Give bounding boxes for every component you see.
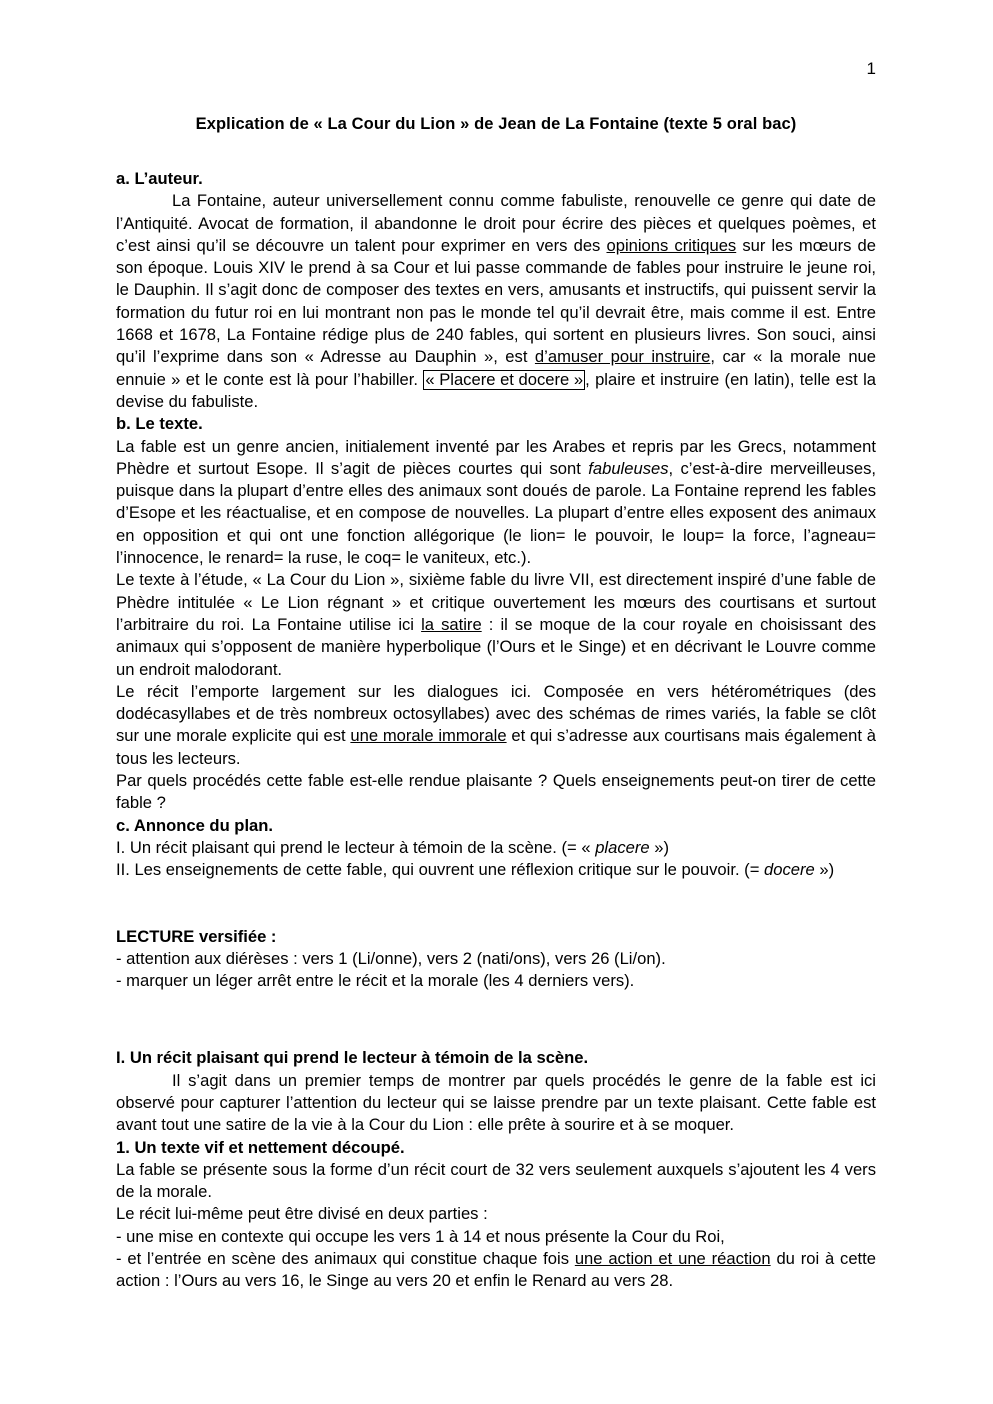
paragraph-texte-1 [116, 436, 876, 570]
plan-item-1 [116, 837, 876, 859]
texte-text-6: et qui s’adresse aux courtisans mais également à tous les lecteurs. [116, 726, 876, 768]
texte-text-5: Le récit l’emporte largement sur les dialogues ici. Composée en vers hétérométriques (des dodécasyllabes et de très nombreux octosyllabes) avec des schémas de rimes variés, la fable se clôt sur une morale explicite qui est [116, 681, 876, 746]
section-heading-b: b. Le texte. [116, 414, 203, 434]
paragraph-sub1-4 [116, 1248, 876, 1293]
part1-gap [116, 992, 876, 1036]
paragraph-author [116, 190, 876, 413]
texte-text-4: : il se moque de la cour royale en choisissant des animaux qui s’opposent de manière hyperbolique (l’Ours et le Singe) et en décrivant le Louvre comme un endroit malodorant. [116, 614, 876, 679]
section-heading-a: a. L’auteur. [116, 169, 203, 188]
paragraph-sub1-2: Le récit lui-même peut être divisé en deux parties : [116, 1204, 488, 1224]
author-text-3: , car « la morale nue ennuie » et le conte est là pour l’habiller. [116, 347, 877, 389]
plan-2-text-pre: II. Les enseignements de cette fable, qui ouvrent une réflexion critique sur le pouvoir. (= [116, 860, 764, 880]
top-spacer [116, 0, 876, 113]
texte-text-3: Le texte à l’étude, « La Cour du Lion », sixième fable du livre VII, est directement inspiré d’une fable de Phèdre intitulée « Le Lion régnant » et critique ouvertement les mœurs des courtisans et surtout l’arbitraire du roi. La Fontaine utilise ici [116, 570, 876, 634]
part1-intro-text: Il s’agit dans un premier temps de montrer par quels procédés le genre de la fable est ici observé pour capturer l’attention du lecteur qui se laisse prendre par un texte plaisant. Cette fable est avant tout une satire de la vie à la Cour du Lion : elle prête à sourire et à se moquer. [116, 1070, 876, 1135]
first-line-indent-part1 [116, 1071, 172, 1090]
paragraph-texte-2 [116, 569, 876, 680]
paragraph-part1-intro [116, 1070, 876, 1137]
page-number: 1 [866, 59, 876, 78]
sub1-4-text-post: du roi à cette action : l’Ours au vers 16, le Singe au vers 20 et enfin le Renard au vers 28. [116, 1249, 876, 1291]
author-text-2: sur les mœurs de son époque. Louis XIV le prend à sa Cour et lui passe commande de fables pour instruire le jeune roi, le Dauphin. Il s’agit donc de composer des textes en vers, amusants et instructifs, qui puissent servir la formation du futur roi en lui montrant non pas le monde tel qu’il devrait être, mais comme il est. Entre 1668 et 1678, La Fontaine rédige plus de 240 fables, qui sortent en plusieurs livres. Son souci, ainsi qu’il l’exprime dans son « Adresse au Dauphin », est [116, 235, 876, 367]
paragraph-texte-3 [116, 681, 876, 770]
lecture-gap [116, 882, 876, 926]
author-text-1: La Fontaine, auteur universellement connu comme fabuliste, renouvelle ce genre qui date de l’Antiquité. Avocat de formation, il abandonne le droit pour écrire des pièces et quelques poèmes, et c’est ainsi qu’il se découvre un talent pour exprimer en vers des [116, 191, 876, 255]
plan-1-text-pre: I. Un récit plaisant qui prend le lecteur à témoin de la scène. (= « [116, 837, 596, 857]
page-title: Explication de « La Cour du Lion » de Jean de La Fontaine (texte 5 oral bac) [195, 115, 797, 133]
underlined-amuser-pour-instruire: d’amuser pour instruire [534, 347, 711, 367]
title-spacer [116, 135, 876, 168]
lecture-heading: LECTURE versifiée : [116, 926, 277, 946]
subsection-1-heading: 1. Un texte vif et nettement découpé. [116, 1137, 405, 1157]
plan-item-2 [116, 859, 876, 881]
boxed-placere-et-docere: « Placere et docere » [425, 369, 584, 389]
italic-docere: docere [764, 860, 815, 880]
texte-text-1: La fable est un genre ancien, initialement inventé par les Arabes et repris par les Grecs, notamment Phèdre et surtout Esope. Il s’agit de pièces courtes qui sont [116, 436, 876, 478]
underlined-opinions-critiques: opinions critiques [606, 235, 737, 255]
underlined-action-reaction: une action et une réaction [574, 1249, 771, 1269]
part1-gap-extra [116, 1036, 876, 1047]
underlined-la-satire: la satire [421, 614, 482, 634]
plan-2-text-post: ») [814, 860, 835, 880]
italic-fabuleuses: fabuleuses [588, 458, 669, 478]
section-heading-c: c. Annonce du plan. [116, 815, 274, 835]
document-content [116, 0, 876, 1293]
part-1-heading: I. Un récit plaisant qui prend le lecteur à témoin de la scène. [116, 1048, 589, 1068]
paragraph-sub1-1: La fable se présente sous la forme d’un récit court de 32 vers seulement auxquels s’ajoutent les 4 vers de la morale. [116, 1159, 876, 1202]
author-text-4: , plaire et instruire (en latin), telle est la devise du fabuliste. [116, 369, 876, 411]
italic-placere: placere [595, 837, 650, 857]
underlined-morale-immorale: une morale immorale [350, 726, 507, 746]
plan-1-text-post: ») [649, 837, 669, 857]
paragraph-problematique: Par quels procédés cette fable est-elle rendue plaisante ? Quels enseignements peut-on tirer de cette fable ? [116, 771, 876, 813]
first-line-indent [116, 191, 172, 210]
paragraph-sub1-3: - une mise en contexte qui occupe les vers 1 à 14 et nous présente la Cour du Roi, [116, 1226, 725, 1246]
sub1-4-text-pre: - et l’entrée en scène des animaux qui constitue chaque fois [116, 1249, 575, 1269]
lecture-item-2: - marquer un léger arrêt entre le récit et la morale (les 4 derniers vers). [116, 971, 635, 991]
lecture-item-1: - attention aux diérèses : vers 1 (Li/onne), vers 2 (nati/ons), vers 26 (Li/on). [116, 948, 666, 968]
texte-text-2: , c’est-à-dire merveilleuses, puisque dans la plupart d’entre elles des animaux sont doués de parole. La Fontaine reprend les fables d’Esope et les réactualise, et en compose de nouvelles. La plupart d’entre elles exposent des animaux en opposition et qui ont une fonction allégorique (le lion= le pouvoir, le loup= la force, l’agneau= l’innocence, le renard= la ruse, le coq= le vaniteux, etc.). [116, 458, 876, 568]
